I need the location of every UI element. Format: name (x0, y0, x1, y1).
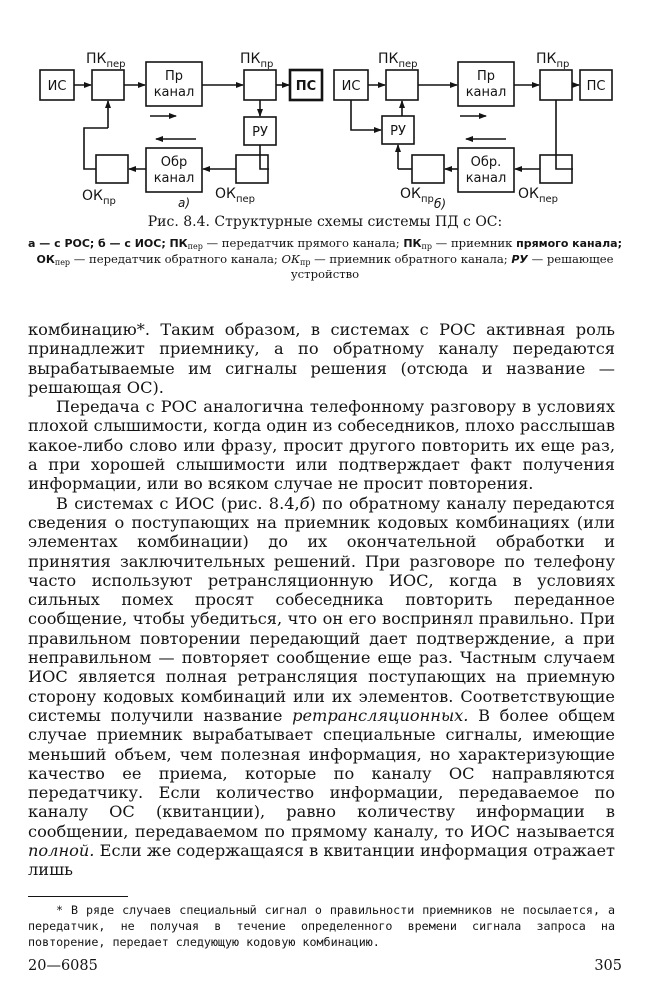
body-text (28, 320, 615, 880)
b-ps-label: ПС (586, 79, 606, 94)
a-ok-pr-block (96, 155, 128, 183)
caption-ru: РУ (511, 252, 528, 266)
caption-kanal-word: канала; (572, 237, 622, 250)
caption-ok-pr-desc: — приемник обратного канала; (310, 251, 508, 266)
a-pr-label: Пр (164, 69, 184, 84)
a-ok-pr-label: $ОК_{пр}$ (82, 188, 116, 207)
caption-b-key: б — с ИОС; (98, 237, 166, 250)
caption-ru-desc: — решающее устройство (290, 251, 614, 281)
paragraph-1: комбинацию*. Таким образом, в системах с РОС активная роль принадлежит приемнику, а по обратному каналу передаются вырабатываемые им сигналы решения (отсюда и название — решающая ОС). (28, 320, 615, 397)
figure-caption-legend (24, 236, 626, 283)
caption-pk-per-desc: — передатчик прямого канала; (202, 236, 400, 250)
a-ok-per-label: $ОК_{пер}$ (215, 186, 256, 205)
b-obr-label: Обр. (470, 155, 502, 170)
paragraph-2: Передача с РОС аналогична телефонному разговору в условиях плохой слышимости, когда один из собеседников, плохо расслышав какое-либо слово или фразу, просит другого повторить их еще раз, а при хорошей слышимости или подтверждает факт получения информации, или во всяком случае не просит повторения. (28, 397, 616, 494)
a-ru-label: РУ (252, 125, 268, 140)
b-is-label: ИС (341, 79, 361, 94)
b-pk-pr-block (540, 70, 572, 100)
footnote (28, 902, 615, 950)
caption-pk-pr: $ПК_{пр}$ (403, 237, 432, 251)
b-ok-per-label: $ОК_{пер}$ (518, 186, 559, 205)
caption-ok-per: $ОК_{пер}$ (36, 252, 71, 267)
b-pk-per-label: $ПК_{пер}$ (378, 51, 418, 70)
term-retranslyatsionnykh: ретрансляционных. (292, 705, 469, 725)
b-pk-pr-label: $ПК_{пр}$ (536, 51, 570, 70)
caption-ok-per-desc: — передатчик обратного канала; (70, 251, 278, 266)
b-pk-per-block (386, 70, 418, 100)
b-ru-label: РУ (390, 124, 406, 139)
footnote-text: * В ряде случаев специальный сигнал о правильности приемников не посылается, а передатчик, не получая в течение определенного времени сигнала запроса на повторение, передает следующую кодовую комбинацию. (28, 903, 615, 949)
a-obr-label: Обр (160, 155, 188, 170)
caption-ok-pr: $ОК_{пр}$ (281, 251, 311, 267)
paragraph-3: В системах с ИОС (рис. 8.4,б) по обратному каналу передаются сведения о поступающих на приемник кодовых комбинациях (или элементах комбинации) до их окончательной обработки и принятия заключительных решений. При разговоре по телефону часто используют ретрансляционную ИОС, когда в условиях сильных помех просят собеседника повторить переданное сообщение, чтобы убедиться, что он его воспринял правильно. При правильном повторении передающий дает подтверждение, а при неправильном — повторяет сообщение еще раз. Частным случаем ИОС является полная ретрансляция поступающих на приемную сторону кодовых комбинаций или их элементов. Соответствующие системы получили название ретрансляционных. В более общем случае приемник вырабатывает специальные сигналы, имеющие меньший объем, чем полезная информация, но характеризующие качество ее приема, которые по каналу ОС направляются передатчику. Если количество информации, передаваемое по каналу ОС (квитанции), равно количеству информации в сообщении, передаваемом по прямому каналу, то ИОС называется полной. Если же содержащаяся в квитанции информация отражает лишь (28, 493, 616, 880)
a-kanal-label: канал (153, 85, 195, 100)
term-polnoy: полной. (28, 841, 95, 861)
caption-pk-pr-desc: — приемник (431, 236, 513, 250)
a-pk-per-block (92, 70, 124, 100)
caption-pk-per: $ПК_{пер}$ (169, 237, 203, 251)
a-pk-per-label: $ПК_{пер}$ (86, 51, 126, 70)
page-number: 305 (594, 958, 622, 974)
caption-pk-pr-desc-bold: прямого (516, 237, 569, 250)
a-is-label: ИС (47, 79, 67, 94)
a-pk-pr-block (244, 70, 276, 100)
block-diagram-figure (0, 0, 650, 215)
a-scheme-label: а) (178, 196, 191, 210)
b-ok-pr-label: $ОК_{пр}$ (400, 186, 434, 205)
figure-caption-title: Рис. 8.4. Структурные схемы системы ПД с ОС: (147, 214, 503, 230)
caption-a-key: а — с РОС; (28, 237, 95, 250)
b-obr-kanal-label: канал (465, 171, 507, 186)
printer-signature: 20—6085 (28, 958, 98, 974)
b-pr-label: Пр (476, 69, 496, 84)
b-ok-pr-block (412, 155, 444, 183)
b-kanal-label: канал (465, 85, 507, 100)
b-scheme-label: б) (434, 197, 447, 211)
footnote-divider (28, 896, 128, 897)
a-ps-label: ПС (295, 79, 317, 94)
a-obr-kanal-label: канал (153, 171, 195, 186)
a-pk-pr-label: $ПК_{пр}$ (240, 51, 274, 70)
